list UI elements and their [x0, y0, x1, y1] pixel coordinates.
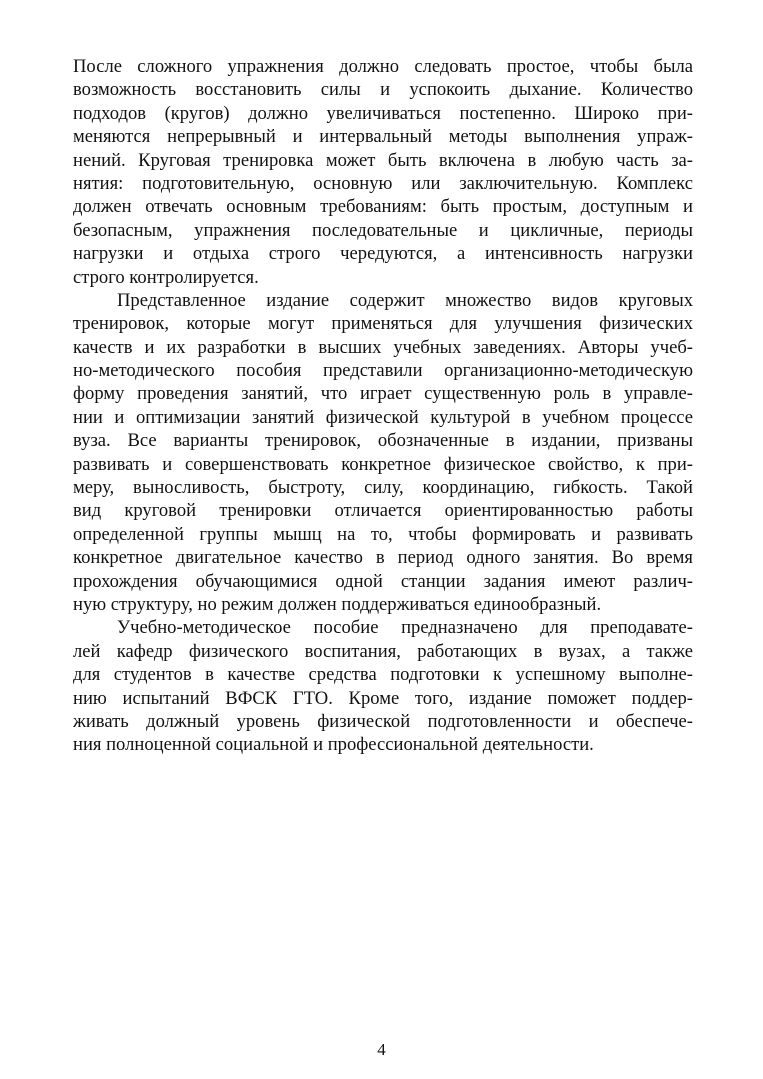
- text-line: определенной группы мышц на то, чтобы формировать и развивать: [73, 523, 693, 545]
- text-line: Учебно-методическое пособие предназначено для преподавате-: [117, 617, 693, 639]
- text-line: для студентов в качестве средства подготовки к успешному выполне-: [73, 664, 693, 686]
- text-line: качеств и их разработки в высших учебных заведениях. Авторы учеб-: [73, 336, 693, 358]
- text-line: Представленное издание содержит множество видов круговых: [117, 289, 693, 311]
- text-line: вуза. Все варианты тренировок, обозначенные в издании, призваны: [73, 430, 693, 452]
- text-line: меру, выносливость, быстроту, силу, координацию, гибкость. Такой: [73, 477, 693, 499]
- text-line: возможность восстановить силы и успокоить дыхание. Количество: [73, 79, 693, 101]
- text-line: строго контролируется.: [73, 266, 259, 288]
- text-line: ния полноценной социальной и профессиональной деятельности.: [73, 734, 594, 756]
- text-line: подходов (кругов) должно увеличиваться постепенно. Широко при-: [73, 102, 693, 124]
- text-line: нагрузки и отдыха строго чередуются, а интенсивность нагрузки: [73, 243, 693, 265]
- text-line: тренировок, которые могут применяться для улучшения физических: [73, 313, 693, 335]
- text-line: безопасным, упражнения последовательные и цикличные, периоды: [73, 219, 693, 241]
- text-line: развивать и совершенствовать конкретное физическое свойство, к при-: [73, 453, 693, 475]
- text-line: нятия: подготовительную, основную или заключительную. Комплекс: [73, 172, 693, 194]
- text-line: меняются непрерывный и интервальный методы выполнения упраж-: [73, 126, 693, 148]
- text-line: ную структуру, но режим должен поддерживаться единообразный.: [73, 593, 602, 615]
- text-line: нии и оптимизации занятий физической культурой в учебном процессе: [73, 406, 693, 428]
- text-line: должен отвечать основным требованиям: быть простым, доступным и: [73, 196, 693, 218]
- body-text: [73, 55, 693, 757]
- text-line: нений. Круговая тренировка может быть включена в любую часть за-: [73, 149, 693, 171]
- page-number: 4: [377, 1040, 386, 1059]
- paragraph-1: [73, 55, 693, 289]
- text-line: лей кафедр физического воспитания, работающих в вузах, а также: [73, 640, 693, 662]
- text-line: живать должный уровень физической подготовленности и обеспече-: [73, 710, 693, 732]
- text-line: форму проведения занятий, что играет существенную роль в управле-: [73, 383, 693, 405]
- text-line: прохождения обучающимися одной станции задания имеют различ-: [73, 570, 693, 592]
- paragraph-2: [73, 289, 693, 616]
- text-line: но-методического пособия представили организационно-методическую: [73, 360, 693, 382]
- text-line: После сложного упражнения должно следовать простое, чтобы была: [73, 56, 693, 77]
- text-line: нию испытаний ВФСК ГТО. Кроме того, издание поможет поддер-: [73, 687, 693, 709]
- text-line: конкретное двигательное качество в период одного занятия. Во время: [73, 547, 693, 569]
- text-line: вид круговой тренировки отличается ориентированностью работы: [73, 500, 693, 522]
- paragraph-3: [73, 616, 693, 756]
